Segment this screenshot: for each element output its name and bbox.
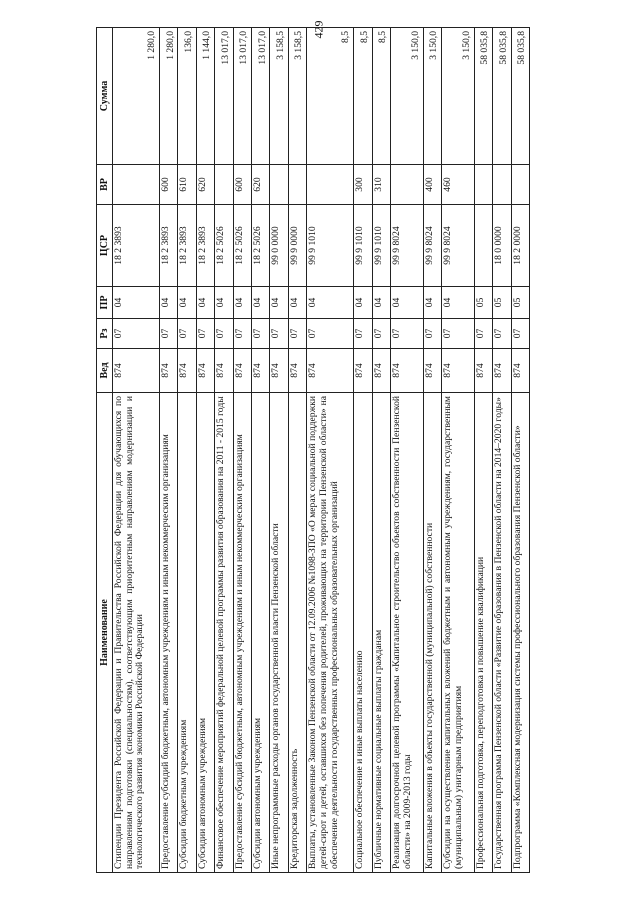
cell-vr: 600 [233,165,251,205]
cell-rz: 07 [423,319,441,349]
cell-pr: 04 [390,287,423,319]
cell-name: Подпрограмма «Комплексная модернизация системы профессионального образования Пензенской области» [511,393,529,873]
header-csr: ЦСР [97,205,113,287]
cell-csr: 18 2 5026 [233,205,251,287]
cell-name: Публичные нормативные социальные выплаты гражданам [372,393,390,873]
table-row [288,28,306,873]
cell-pr: 04 [354,287,372,319]
table-row [372,28,390,873]
cell-pr: 05 [511,287,529,319]
header-vr: ВР [97,165,113,205]
cell-name: Субсидии на осуществление капитальных вложений бюджетным и автономным учреждениям, государственным (муниципальным) унитарным предприятиям [442,393,475,873]
cell-ved: 874 [390,349,423,393]
cell-csr: 99 9 1010 [372,205,390,287]
cell-ved: 874 [354,349,372,393]
cell-ved: 874 [493,349,511,393]
cell-pr: 04 [251,287,269,319]
cell-vr: 310 [372,165,390,205]
cell-pr: 04 [160,287,178,319]
cell-name: Финансовое обеспечение мероприятий федеральной целевой программы развития образования на 2011 - 2015 годы [215,393,233,873]
table-row [215,28,233,873]
cell-sum: 3 158,5 [270,28,288,165]
cell-sum: 1 144,0 [196,28,214,165]
cell-csr: 99 9 1010 [307,205,354,287]
cell-rz: 07 [493,319,511,349]
cell-csr: 18 2 0000 [511,205,529,287]
header-ved: Вед [97,349,113,393]
cell-sum: 13 017,0 [251,28,269,165]
cell-vr [511,165,529,205]
cell-rz: 07 [288,319,306,349]
cell-sum: 136,0 [178,28,196,165]
cell-sum: 3 158,5 [288,28,306,165]
cell-rz: 07 [251,319,269,349]
cell-vr: 300 [354,165,372,205]
cell-sum: 13 017,0 [215,28,233,165]
cell-rz: 07 [354,319,372,349]
cell-rz: 07 [270,319,288,349]
cell-rz: 07 [160,319,178,349]
cell-ved: 874 [215,349,233,393]
cell-name: Кредиторская задолженность [288,393,306,873]
cell-csr: 18 2 3893 [160,205,178,287]
cell-ved: 874 [474,349,492,393]
cell-csr: 99 9 8024 [423,205,441,287]
cell-csr: 99 9 1010 [354,205,372,287]
cell-name: Иные непрограммные расходы органов государственной власти Пензенской области [270,393,288,873]
table-row [511,28,529,873]
budget-table [96,27,530,873]
cell-rz: 07 [511,319,529,349]
cell-csr: 99 9 8024 [390,205,423,287]
table-row [442,28,475,873]
cell-pr: 04 [442,287,475,319]
cell-pr: 04 [196,287,214,319]
header-pr: ПР [97,287,113,319]
cell-pr: 04 [215,287,233,319]
cell-csr: 99 0 0000 [270,205,288,287]
table-row [307,28,354,873]
cell-pr: 05 [474,287,492,319]
cell-pr: 04 [270,287,288,319]
table-row [251,28,269,873]
cell-vr: 620 [196,165,214,205]
cell-csr [474,205,492,287]
cell-rz: 07 [113,319,160,349]
cell-csr: 18 2 3893 [178,205,196,287]
cell-vr [474,165,492,205]
cell-vr [113,165,160,205]
cell-pr: 04 [423,287,441,319]
cell-ved: 874 [288,349,306,393]
cell-sum: 58 035,8 [493,28,511,165]
cell-name: Предоставление субсидий бюджетным, автономным учреждениям и иным некоммерческим организациям [233,393,251,873]
cell-sum: 3 150,0 [390,28,423,165]
cell-ved: 874 [423,349,441,393]
cell-pr: 04 [307,287,354,319]
cell-vr [493,165,511,205]
table-row [178,28,196,873]
cell-csr: 18 0 0000 [493,205,511,287]
cell-name: Субсидии автономным учреждениям [251,393,269,873]
cell-pr: 04 [178,287,196,319]
cell-csr: 99 9 0000 [288,205,306,287]
table-header-row [97,28,113,873]
cell-name: Капитальные вложения в объекты государственной (муниципальной) собственности [423,393,441,873]
cell-csr: 18 2 5026 [215,205,233,287]
cell-pr: 04 [113,287,160,319]
cell-ved: 874 [307,349,354,393]
table-row [233,28,251,873]
cell-ved: 874 [196,349,214,393]
header-rz: Рз [97,319,113,349]
cell-name: Стипендии Президента Российской Федерации и Правительства Российской Федерации для обучающихся по направлениям подготовки (специальностям), соответствующим приоритетным направлениям модернизации и технологического развития экономики Российской Федерации [113,393,160,873]
cell-vr: 460 [442,165,475,205]
cell-pr: 05 [493,287,511,319]
table-row [390,28,423,873]
cell-sum: 58 035,8 [474,28,492,165]
cell-sum: 1 280,0 [160,28,178,165]
cell-ved: 874 [270,349,288,393]
cell-vr [288,165,306,205]
page-number: 429 [311,20,326,39]
cell-ved: 874 [372,349,390,393]
cell-rz: 07 [233,319,251,349]
cell-ved: 874 [178,349,196,393]
cell-ved: 874 [233,349,251,393]
header-name: Наименование [97,393,113,873]
header-sum: Сумма [97,28,113,165]
cell-rz: 07 [307,319,354,349]
cell-pr: 04 [288,287,306,319]
cell-ved: 874 [113,349,160,393]
cell-csr: 18 2 3893 [113,205,160,287]
cell-rz: 07 [196,319,214,349]
cell-rz: 07 [474,319,492,349]
cell-ved: 874 [511,349,529,393]
cell-name: Субсидии автономным учреждениям [196,393,214,873]
table-row [270,28,288,873]
cell-name: Социальное обеспечение и иные выплаты населению [354,393,372,873]
cell-sum: 8,5 [307,28,354,165]
table-row [474,28,492,873]
cell-name: Предоставление субсидий бюджетным, автономным учреждениям и иным некоммерческим организациям [160,393,178,873]
cell-vr: 600 [160,165,178,205]
cell-vr [215,165,233,205]
cell-rz: 07 [442,319,475,349]
table-row [196,28,214,873]
cell-csr: 18 2 5026 [251,205,269,287]
cell-pr: 04 [233,287,251,319]
cell-ved: 874 [442,349,475,393]
cell-rz: 07 [215,319,233,349]
cell-sum: 3 150,0 [442,28,475,165]
cell-rz: 07 [372,319,390,349]
cell-rz: 07 [390,319,423,349]
budget-table-rotated [96,28,530,873]
cell-vr [307,165,354,205]
cell-vr: 620 [251,165,269,205]
cell-sum: 3 150,0 [423,28,441,165]
cell-pr: 04 [372,287,390,319]
table-row [493,28,511,873]
cell-name: Выплаты, установленные Законом Пензенской области от 12.09.2006 №1098-ЗПО «О мерах социальной поддержки детей-сирот и детей, оставшихся без попечения родителей, проживающих на территории Пензенской области» на обеспечение деятельности государственных профессиональных образовательных организаций [307,393,354,873]
cell-sum: 8,5 [372,28,390,165]
cell-csr: 99 9 8024 [442,205,475,287]
cell-name: Реализация долгосрочной целевой программы «Капитальное строительство объектов собственности Пензенской области» на 2009-2013 годы [390,393,423,873]
table-row [354,28,372,873]
cell-ved: 874 [251,349,269,393]
cell-rz: 07 [178,319,196,349]
cell-vr [390,165,423,205]
table-row [160,28,178,873]
cell-sum: 1 280,0 [113,28,160,165]
cell-name: Субсидии бюджетным учреждениям [178,393,196,873]
cell-sum: 58 035,8 [511,28,529,165]
cell-vr: 400 [423,165,441,205]
table-row [113,28,160,873]
cell-name: Государственная программа Пензенской области «Развитие образования в Пензенской области на 2014–2020 годы» [493,393,511,873]
table-row [423,28,441,873]
cell-name: Профессиональная подготовка, переподготовка и повышение квалификации [474,393,492,873]
cell-csr: 18 2 3893 [196,205,214,287]
cell-sum: 8,5 [354,28,372,165]
cell-sum: 13 017,0 [233,28,251,165]
cell-vr [270,165,288,205]
cell-ved: 874 [160,349,178,393]
cell-vr: 610 [178,165,196,205]
